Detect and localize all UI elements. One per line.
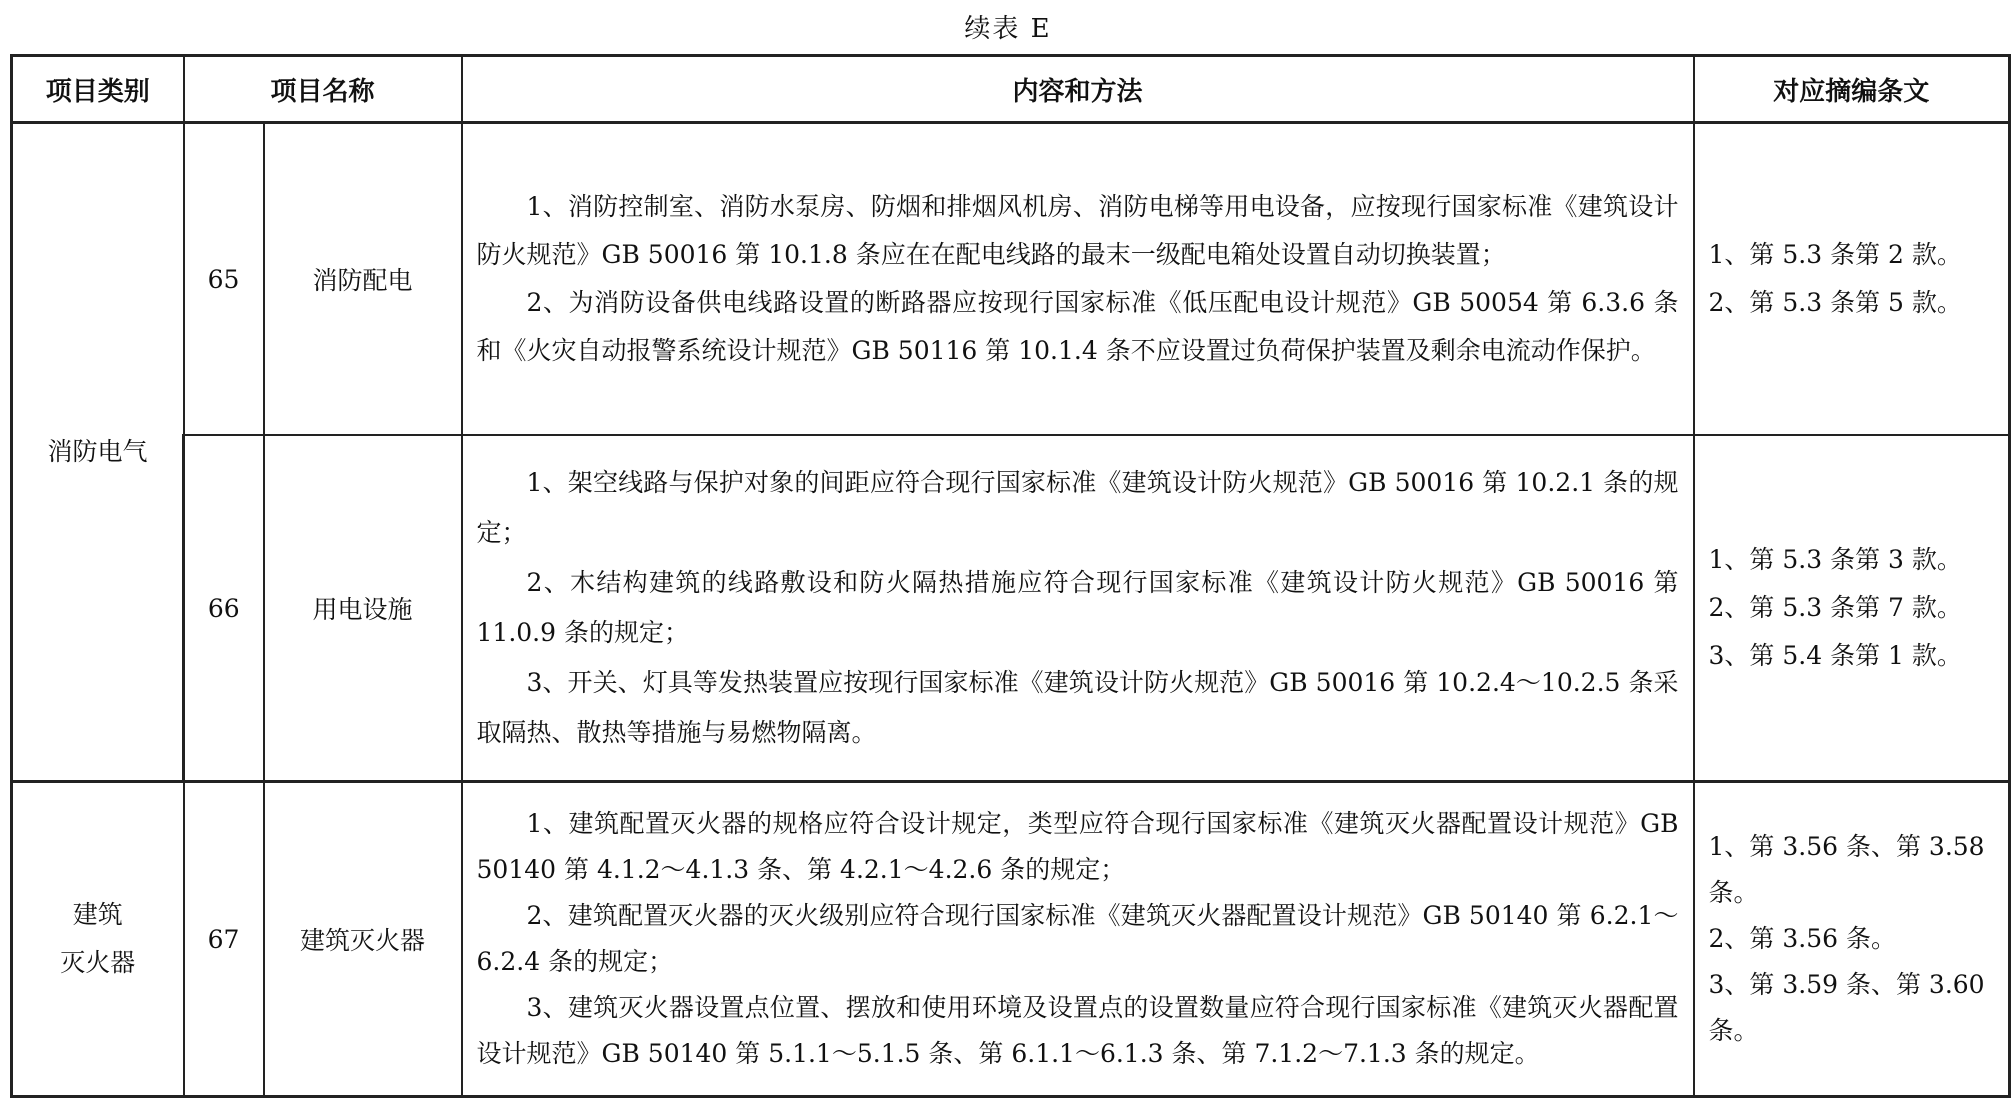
table-row	[12, 782, 2010, 1097]
ref-line: 3、第 5.4 条第 1 款。	[1708, 641, 1962, 670]
item-name: 建筑灭火器	[264, 782, 462, 1097]
item-name: 用电设施	[264, 435, 462, 782]
content-cell	[462, 782, 1694, 1097]
content-paragraph: 2、建筑配置灭火器的灭火级别应符合现行国家标准《建筑灭火器配置设计规范》GB 50140 第 6.2.1～6.2.4 条的规定；	[476, 901, 1679, 976]
category-cell-electrical: 消防电气	[12, 123, 184, 782]
table-caption: 续表 E	[964, 14, 1052, 44]
table-header-row	[12, 56, 2010, 123]
ref-line: 3、第 3.59 条、第 3.60 条。	[1708, 970, 1985, 1045]
category-cell-extinguishers	[12, 782, 184, 1097]
content-paragraph: 3、开关、灯具等发热装置应按现行国家标准《建筑设计防火规范》GB 50016 第 10.2.4～10.2.5 条采取隔热、散热等措施与易燃物隔离。	[476, 668, 1679, 747]
ref-line: 2、第 5.3 条第 5 款。	[1708, 288, 1962, 317]
ref-line: 1、第 5.3 条第 3 款。	[1708, 545, 1962, 574]
refs-cell	[1694, 435, 2010, 782]
ref-line: 2、第 5.3 条第 7 款。	[1708, 593, 1962, 622]
content-paragraph: 3、建筑灭火器设置点位置、摆放和使用环境及设置点的设置数量应符合现行国家标准《建筑灭火器配置设计规范》GB 50140 第 5.1.1～5.1.5 条、第 6.1.1～6.1.3 条、第 7.1.2～7.1.3 条的规定。	[476, 993, 1679, 1068]
header-content: 内容和方法	[462, 56, 1694, 123]
header-refs: 对应摘编条文	[1694, 56, 2010, 123]
ref-line: 1、第 5.3 条第 2 款。	[1708, 240, 1962, 269]
item-name: 消防配电	[264, 123, 462, 436]
category-line: 建筑	[72, 900, 123, 929]
content-paragraph: 2、木结构建筑的线路敷设和防火隔热措施应符合现行国家标准《建筑设计防火规范》GB 50016 第 11.0.9 条的规定；	[476, 568, 1679, 647]
category-line: 灭火器	[60, 948, 136, 977]
content-paragraph: 1、建筑配置灭火器的规格应符合设计规定，类型应符合现行国家标准《建筑灭火器配置设计规范》GB 50140 第 4.1.2～4.1.3 条、第 4.2.1～4.2.6 条的规定；	[476, 809, 1679, 884]
content-paragraph: 1、消防控制室、消防水泵房、防烟和排烟风机房、消防电梯等用电设备，应按现行国家标准《建筑设计防火规范》GB 50016 第 10.1.8 条应在在配电线路的最末一级配电箱处设置自动切换装置；	[476, 192, 1679, 269]
content-cell	[462, 435, 1694, 782]
table-row	[12, 435, 2010, 782]
item-number: 66	[184, 435, 264, 782]
content-paragraph: 1、架空线路与保护对象的间距应符合现行国家标准《建筑设计防火规范》GB 50016 第 10.2.1 条的规定；	[476, 468, 1679, 547]
table-row	[12, 123, 2010, 436]
ref-line: 2、第 3.56 条。	[1708, 924, 1896, 953]
content-paragraph: 2、为消防设备供电线路设置的断路器应按现行国家标准《低压配电设计规范》GB 50054 第 6.3.6 条和《火灾自动报警系统设计规范》GB 50116 第 10.1.4 条不应设置过负荷保护装置及剩余电流动作保护。	[476, 288, 1679, 365]
header-name: 项目名称	[184, 56, 462, 123]
content-cell	[462, 123, 1694, 436]
item-number: 65	[184, 123, 264, 436]
refs-cell	[1694, 123, 2010, 436]
item-number: 67	[184, 782, 264, 1097]
header-category: 项目类别	[12, 56, 184, 123]
inspection-table	[10, 54, 2011, 1098]
refs-cell	[1694, 782, 2010, 1097]
ref-line: 1、第 3.56 条、第 3.58 条。	[1708, 832, 1985, 907]
